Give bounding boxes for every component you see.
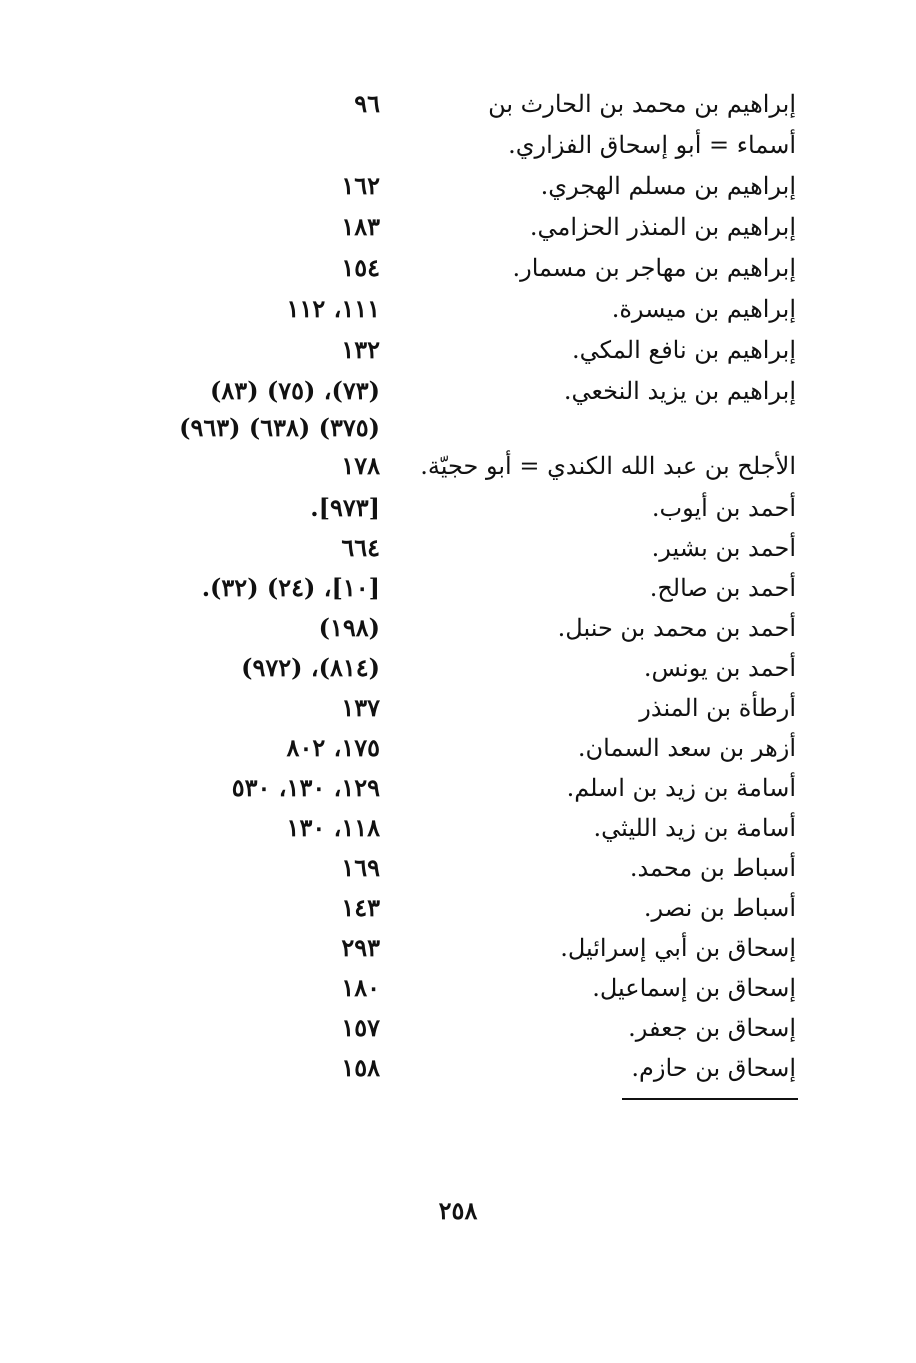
index-entry <box>0 968 916 1008</box>
index-entry <box>0 1048 916 1088</box>
entry-pages: (٣٧٥) (٦٣٨) (٩٦٣) <box>179 413 380 442</box>
index-entry <box>0 166 916 206</box>
index-entry <box>0 848 916 888</box>
entry-pages: ١١٨، ١٣٠ <box>286 813 380 842</box>
entry-name: إسحاق بن حازم. <box>631 1054 796 1082</box>
entry-pages: ٢٩٣ <box>341 933 380 962</box>
entry-name: أسامة بن زيد الليثي. <box>593 814 796 842</box>
index-entry <box>0 330 916 370</box>
entry-name: أحمد بن أيوب. <box>651 494 796 522</box>
index-entry <box>0 371 916 411</box>
entry-pages: ٦٦٤ <box>341 533 380 562</box>
entry-name: أسباط بن نصر. <box>643 894 796 922</box>
section-end-rule <box>622 1098 798 1100</box>
entry-name: إسحاق بن جعفر. <box>628 1014 796 1042</box>
index-entry <box>0 125 916 165</box>
index-entry <box>0 688 916 728</box>
entry-name: أحمد بن صالح. <box>649 574 796 602</box>
index-entry <box>0 248 916 288</box>
entry-name: إسحاق بن أبي إسرائيل. <box>560 934 796 962</box>
entry-name: أحمد بن محمد بن حنبل. <box>557 614 796 642</box>
index-entry <box>0 84 916 124</box>
entry-pages: ١٣٢ <box>341 335 380 364</box>
index-entry <box>0 446 916 486</box>
entry-pages: ١٨٣ <box>341 212 380 241</box>
entry-name: الأجلح بن عبد الله الكندي = أبو حجيّة. <box>420 452 796 480</box>
entry-name: أحمد بن يونس. <box>643 654 796 682</box>
entry-pages: (٨١٤)، (٩٧٢) <box>241 653 380 682</box>
entry-pages: ١١١، ١١٢ <box>286 294 380 323</box>
entry-name: إبراهيم بن مهاجر بن مسمار. <box>512 254 796 282</box>
entry-pages: (١٩٨) <box>318 613 380 642</box>
entry-name: أحمد بن بشير. <box>651 534 796 562</box>
entry-name: أسامة بن زيد بن اسلم. <box>566 774 796 802</box>
entry-name: إبراهيم بن المنذر الحزامي. <box>529 213 796 241</box>
entry-name: أسباط بن محمد. <box>629 854 796 882</box>
entry-name: إبراهيم بن نافع المكي. <box>572 336 796 364</box>
index-entry <box>0 768 916 808</box>
entry-name: أسماء = أبو إسحاق الفزاري. <box>508 131 796 159</box>
page-number: ٢٥٨ <box>438 1196 478 1225</box>
index-entry-continuation <box>0 408 916 448</box>
index-entry <box>0 528 916 568</box>
index-entry <box>0 207 916 247</box>
entry-pages: ١٥٨ <box>341 1053 380 1082</box>
entry-pages: ١٤٣ <box>341 893 380 922</box>
entry-pages: [٩٧٣]. <box>310 493 380 522</box>
entry-name: إبراهيم بن محمد بن الحارث بن <box>488 90 796 118</box>
entry-pages: ١٥٧ <box>341 1013 380 1042</box>
index-entry <box>0 888 916 928</box>
entry-pages: (٧٣)، (٧٥) (٨٣) <box>210 376 380 405</box>
entry-name: إبراهيم بن ميسرة. <box>611 295 796 323</box>
entry-name: إسحاق بن إسماعيل. <box>592 974 796 1002</box>
index-entry <box>0 568 916 608</box>
entry-name: أرطأة بن المنذر <box>639 694 796 722</box>
entry-pages: ١٦٩ <box>341 853 380 882</box>
entry-pages: ١٧٥، ٨٠٢ <box>286 733 380 762</box>
index-entry <box>0 1008 916 1048</box>
entry-pages: ١٦٢ <box>341 171 380 200</box>
index-entry <box>0 648 916 688</box>
index-entry <box>0 928 916 968</box>
index-entry <box>0 289 916 329</box>
entry-pages: ١٥٤ <box>341 253 380 282</box>
index-entry <box>0 808 916 848</box>
entry-pages: ١٣٧ <box>341 693 380 722</box>
entry-pages: [١٠]، (٢٤) (٣٢). <box>201 573 380 602</box>
entry-name: إبراهيم بن يزيد النخعي. <box>563 377 796 405</box>
entry-name: أزهر بن سعد السمان. <box>577 734 796 762</box>
entry-pages: ١٧٨ <box>341 451 380 480</box>
entry-name: إبراهيم بن مسلم الهجري. <box>540 172 796 200</box>
entry-pages: ٩٦ <box>354 89 380 118</box>
entry-pages: ١٨٠ <box>341 973 380 1002</box>
index-entry <box>0 488 916 528</box>
index-entry <box>0 728 916 768</box>
entry-pages: ١٢٩، ١٣٠، ٥٣٠ <box>231 773 380 802</box>
index-entry <box>0 608 916 648</box>
